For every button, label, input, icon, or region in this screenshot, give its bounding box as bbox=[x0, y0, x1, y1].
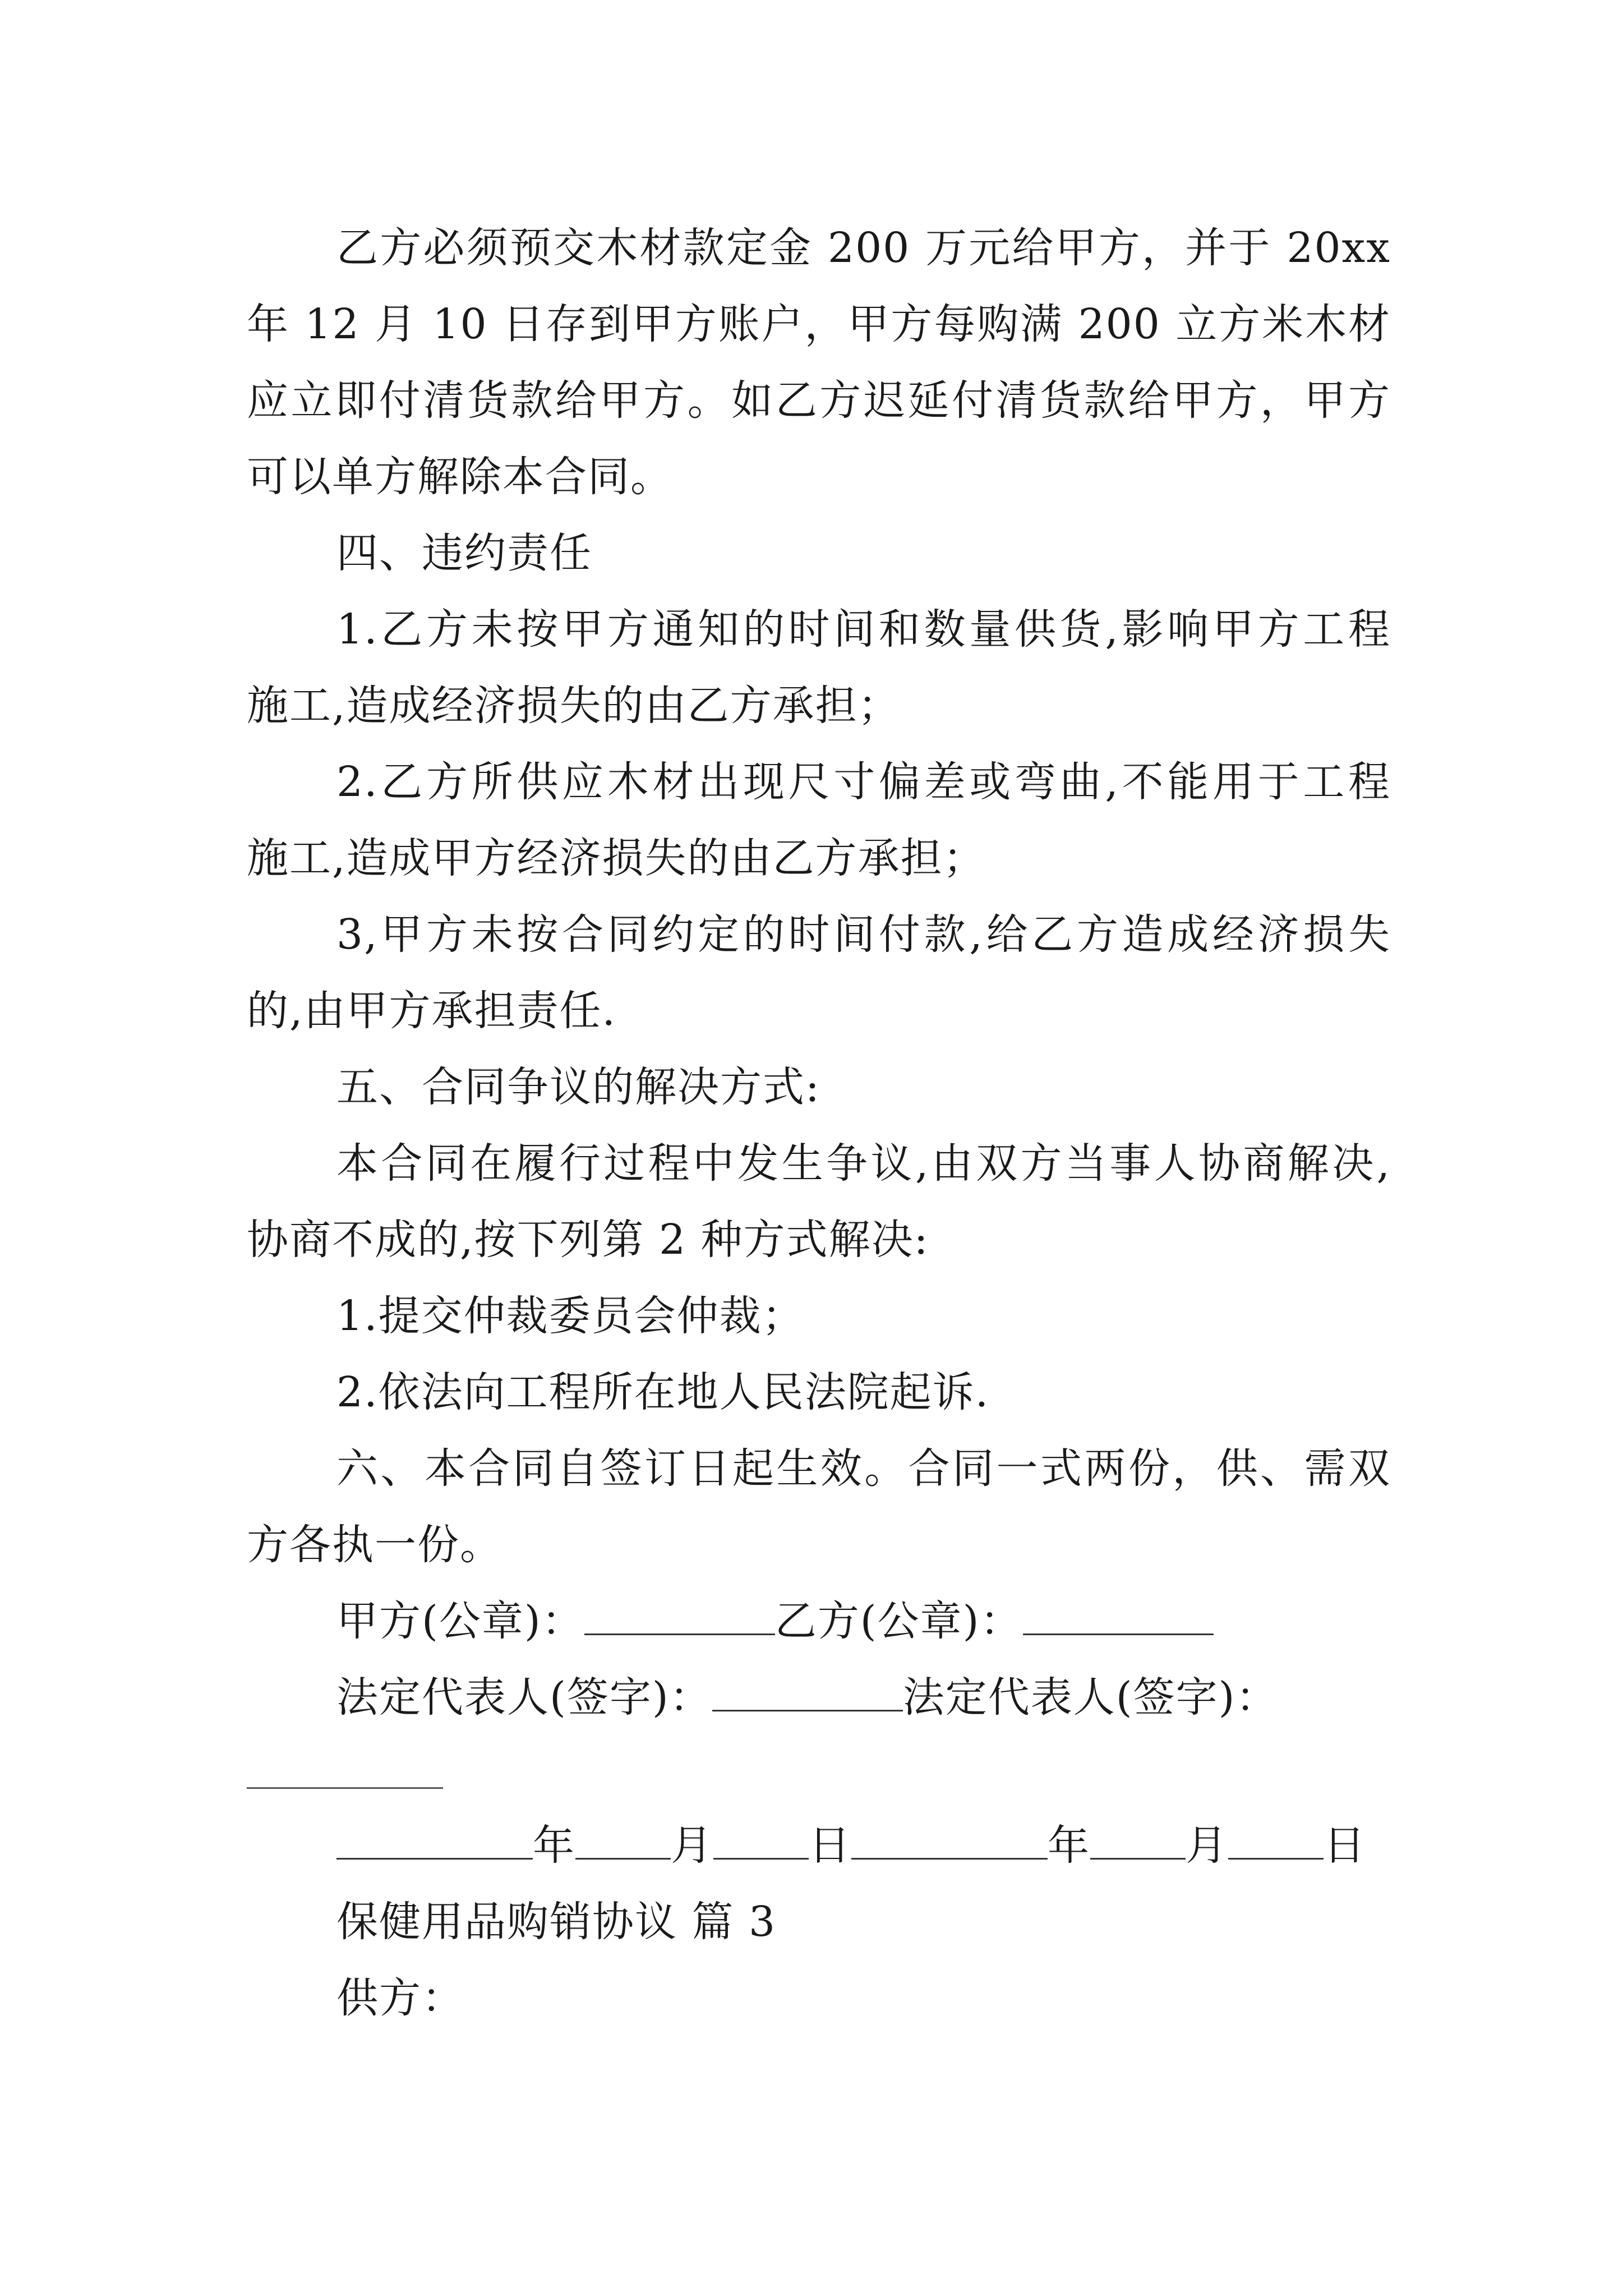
seal-row bbox=[336, 1593, 1214, 1649]
date-row bbox=[336, 1818, 1366, 1874]
month-label: 月 bbox=[671, 1821, 713, 1870]
paragraph-line: 的,由甲方承担责任. bbox=[247, 987, 617, 1035]
paragraph-line: 可以单方解除本合同。 bbox=[247, 453, 673, 501]
month-a-blank bbox=[575, 1819, 671, 1860]
year-label: 年 bbox=[533, 1821, 575, 1870]
rep-a-blank bbox=[712, 1671, 903, 1711]
list-item: 2.依法向工程所在地人民法院起诉. bbox=[336, 1368, 990, 1416]
paragraph-line: 本合同在履行过程中发生争议,由双方当事人协商解决, bbox=[336, 1139, 1391, 1188]
paragraph-line: 1.乙方未按甲方通知的时间和数量供货,影响甲方工程 bbox=[336, 605, 1391, 654]
paragraph-line: 2.乙方所供应木材出现尺寸偏差或弯曲,不能用于工程 bbox=[336, 758, 1391, 806]
day-label: 日 bbox=[1324, 1821, 1366, 1870]
day-a-blank bbox=[713, 1819, 809, 1860]
next-section-title: 保健用品购销协议 篇 3 bbox=[336, 1898, 777, 1946]
party-b-seal-blank bbox=[1023, 1594, 1214, 1635]
paragraph-line: 乙方必须预交木材款定金 200 万元给甲方，并于 20xx bbox=[336, 224, 1391, 272]
representative-row bbox=[336, 1669, 1279, 1726]
party-b-seal-label: 乙方(公章)： bbox=[774, 1597, 1023, 1645]
paragraph-line: 应立即付清货款给甲方。如乙方迟延付清货款给甲方，甲方 bbox=[247, 376, 1391, 425]
year-b-blank bbox=[851, 1819, 1048, 1860]
list-item: 1.提交仲裁委员会仲裁； bbox=[336, 1292, 805, 1340]
month-b-blank bbox=[1090, 1819, 1186, 1860]
year-label: 年 bbox=[1048, 1821, 1090, 1870]
day-b-blank bbox=[1228, 1819, 1324, 1860]
paragraph-line: 年 12 月 10 日存到甲方账户，甲方每购满 200 立方米木材 bbox=[247, 300, 1391, 348]
paragraph-line: 六、本合同自签订日起生效。合同一式两份，供、需双 bbox=[336, 1444, 1391, 1493]
paragraph-line: 施工,造成甲方经济损失的由乙方承担； bbox=[247, 834, 986, 882]
party-a-seal-label: 甲方(公章)： bbox=[336, 1597, 584, 1645]
month-label: 月 bbox=[1186, 1821, 1228, 1870]
paragraph-line: 协商不成的,按下列第 2 种方式解决: bbox=[247, 1216, 929, 1264]
day-label: 日 bbox=[809, 1821, 851, 1870]
year-a-blank bbox=[336, 1819, 533, 1860]
supplier-label: 供方： bbox=[336, 1974, 464, 2022]
paragraph-line: 3,甲方未按合同约定的时间付款,给乙方造成经济损失 bbox=[336, 910, 1391, 959]
section-heading: 四、违约责任 bbox=[336, 529, 592, 577]
party-a-seal-blank bbox=[584, 1594, 775, 1635]
rep-b-blank bbox=[247, 1787, 443, 1789]
section-heading: 五、合同争议的解决方式: bbox=[336, 1063, 820, 1111]
paragraph-line: 方各执一份。 bbox=[247, 1521, 502, 1569]
paragraph-line: 施工,造成经济损失的由乙方承担； bbox=[247, 682, 901, 730]
rep-b-label: 法定代表人(签字)： bbox=[902, 1673, 1279, 1722]
rep-a-label: 法定代表人(签字)： bbox=[336, 1673, 712, 1722]
